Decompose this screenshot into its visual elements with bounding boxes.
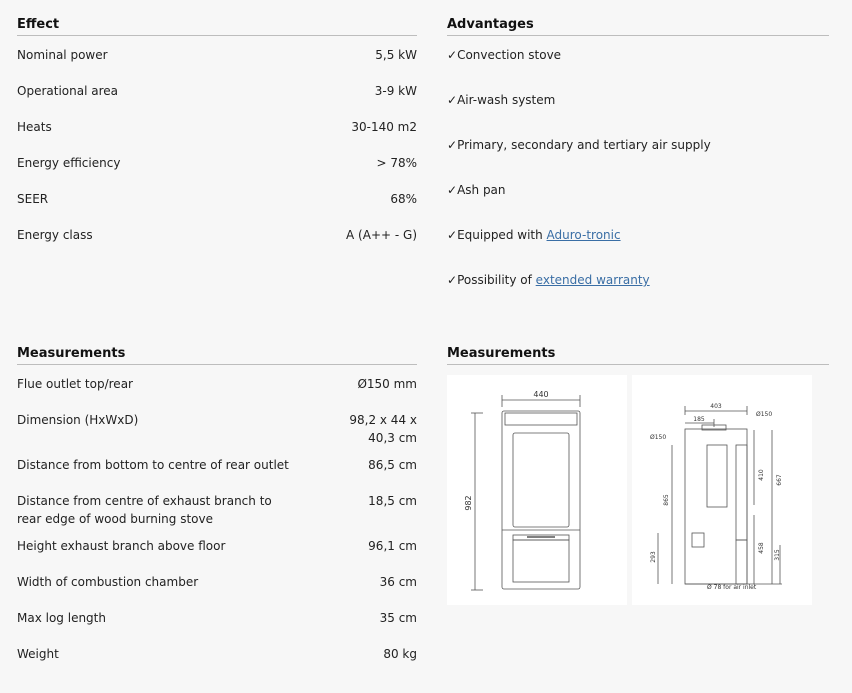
- spec-label: Dimension (HxWxD): [17, 413, 139, 427]
- spec-label: Width of combustion chamber: [17, 575, 199, 589]
- side-air-inlet-label: Ø 78 for air inlet: [707, 584, 757, 591]
- front-view-svg: [447, 375, 627, 605]
- spec-row: [17, 645, 417, 681]
- side-h667-label: 667: [776, 474, 783, 486]
- drawings-title: Measurements: [447, 346, 829, 365]
- measurements-title: Measurements: [17, 346, 417, 365]
- effect-rows: [17, 46, 417, 262]
- check-icon: ✓: [447, 48, 458, 62]
- spec-row: [17, 456, 417, 492]
- check-icon: ✓: [447, 228, 458, 242]
- check-icon: ✓: [447, 273, 458, 287]
- check-icon: ✓: [447, 93, 458, 107]
- spec-value: 80 kg: [383, 647, 417, 661]
- check-icon: ✓: [447, 138, 458, 152]
- advantage-text: Convection stove: [457, 48, 562, 62]
- spec-value: Ø150 mm: [357, 377, 417, 391]
- side-flue-top-label: Ø150: [756, 411, 773, 418]
- spec-row: [17, 492, 417, 537]
- spec-label: Energy class: [17, 228, 93, 242]
- measurements-section: [17, 346, 417, 681]
- spec-row: [17, 537, 417, 573]
- effect-title: Effect: [17, 17, 417, 36]
- aduro-tronic-link[interactable]: Aduro-tronic: [546, 228, 621, 242]
- spec-value: 3-9 kW: [374, 84, 417, 98]
- advantage-item: [447, 181, 829, 226]
- spec-label: Nominal power: [17, 48, 108, 62]
- spec-row: [17, 411, 417, 456]
- effect-section: [17, 17, 417, 262]
- side-h410-label: 410: [758, 469, 765, 481]
- spec-row: [17, 118, 417, 154]
- spec-label: Energy efficiency: [17, 156, 121, 170]
- side-view-svg: [632, 375, 812, 605]
- spec-label: Height exhaust branch above floor: [17, 539, 226, 553]
- side-h315-label: 315: [774, 549, 781, 561]
- spec-value: 5,5 kW: [375, 48, 417, 62]
- drawings-section: [447, 346, 829, 375]
- advantage-text: Air-wash system: [457, 93, 556, 107]
- spec-value: 36 cm: [379, 575, 417, 589]
- advantage-item: [447, 46, 829, 91]
- advantage-item: [447, 91, 829, 136]
- spec-label: Flue outlet top/rear: [17, 377, 133, 391]
- spec-value: 30-140 m2: [351, 120, 417, 134]
- spec-label: SEER: [17, 192, 49, 206]
- spec-value: A (A++ - G): [346, 228, 417, 242]
- advantage-item: [447, 226, 829, 271]
- advantages-title: Advantages: [447, 17, 829, 36]
- advantage-item: [447, 136, 829, 181]
- spec-value: > 78%: [376, 156, 417, 170]
- advantage-text: Possibility of: [457, 273, 536, 287]
- spec-value: 98,2 x 44 x 40,3 cm: [349, 413, 417, 445]
- advantages-section: [447, 17, 829, 316]
- front-width-label: 440: [533, 390, 549, 399]
- spec-value: 96,1 cm: [368, 539, 417, 553]
- side-view-drawing: [632, 375, 812, 605]
- side-h865-label: 865: [663, 494, 670, 506]
- spec-value: 18,5 cm: [368, 494, 417, 508]
- advantage-text: Primary, secondary and tertiary air supply: [457, 138, 711, 152]
- spec-value: 86,5 cm: [368, 458, 417, 472]
- spec-row: [17, 375, 417, 411]
- spec-row: [17, 226, 417, 262]
- spec-label: Distance from bottom to centre of rear outlet: [17, 458, 289, 472]
- spec-row: [17, 190, 417, 226]
- side-h293-label: 293: [650, 551, 657, 563]
- spec-row: [17, 573, 417, 609]
- side-depth-label: 403: [710, 403, 722, 410]
- front-view-drawing: [447, 375, 627, 605]
- front-height-label: 982: [464, 495, 473, 511]
- spec-row: [17, 46, 417, 82]
- check-icon: ✓: [447, 183, 458, 197]
- spec-row: [17, 82, 417, 118]
- advantage-text: Equipped with: [457, 228, 547, 242]
- spec-row: [17, 154, 417, 190]
- side-h458-label: 458: [758, 542, 765, 554]
- spec-label: Heats: [17, 120, 52, 134]
- spec-row: [17, 609, 417, 645]
- side-offset-label: 185: [693, 416, 705, 423]
- side-flue-rear-label: Ø150: [650, 434, 667, 441]
- spec-label: Distance from centre of exhaust branch to rear edge of wood burning stove: [17, 494, 272, 526]
- spec-label: Operational area: [17, 84, 118, 98]
- extended-warranty-link[interactable]: extended warranty: [535, 273, 650, 287]
- spec-value: 68%: [390, 192, 417, 206]
- spec-value: 35 cm: [379, 611, 417, 625]
- advantage-item: [447, 271, 829, 316]
- spec-label: Max log length: [17, 611, 106, 625]
- advantage-text: Ash pan: [457, 183, 506, 197]
- spec-label: Weight: [17, 647, 59, 661]
